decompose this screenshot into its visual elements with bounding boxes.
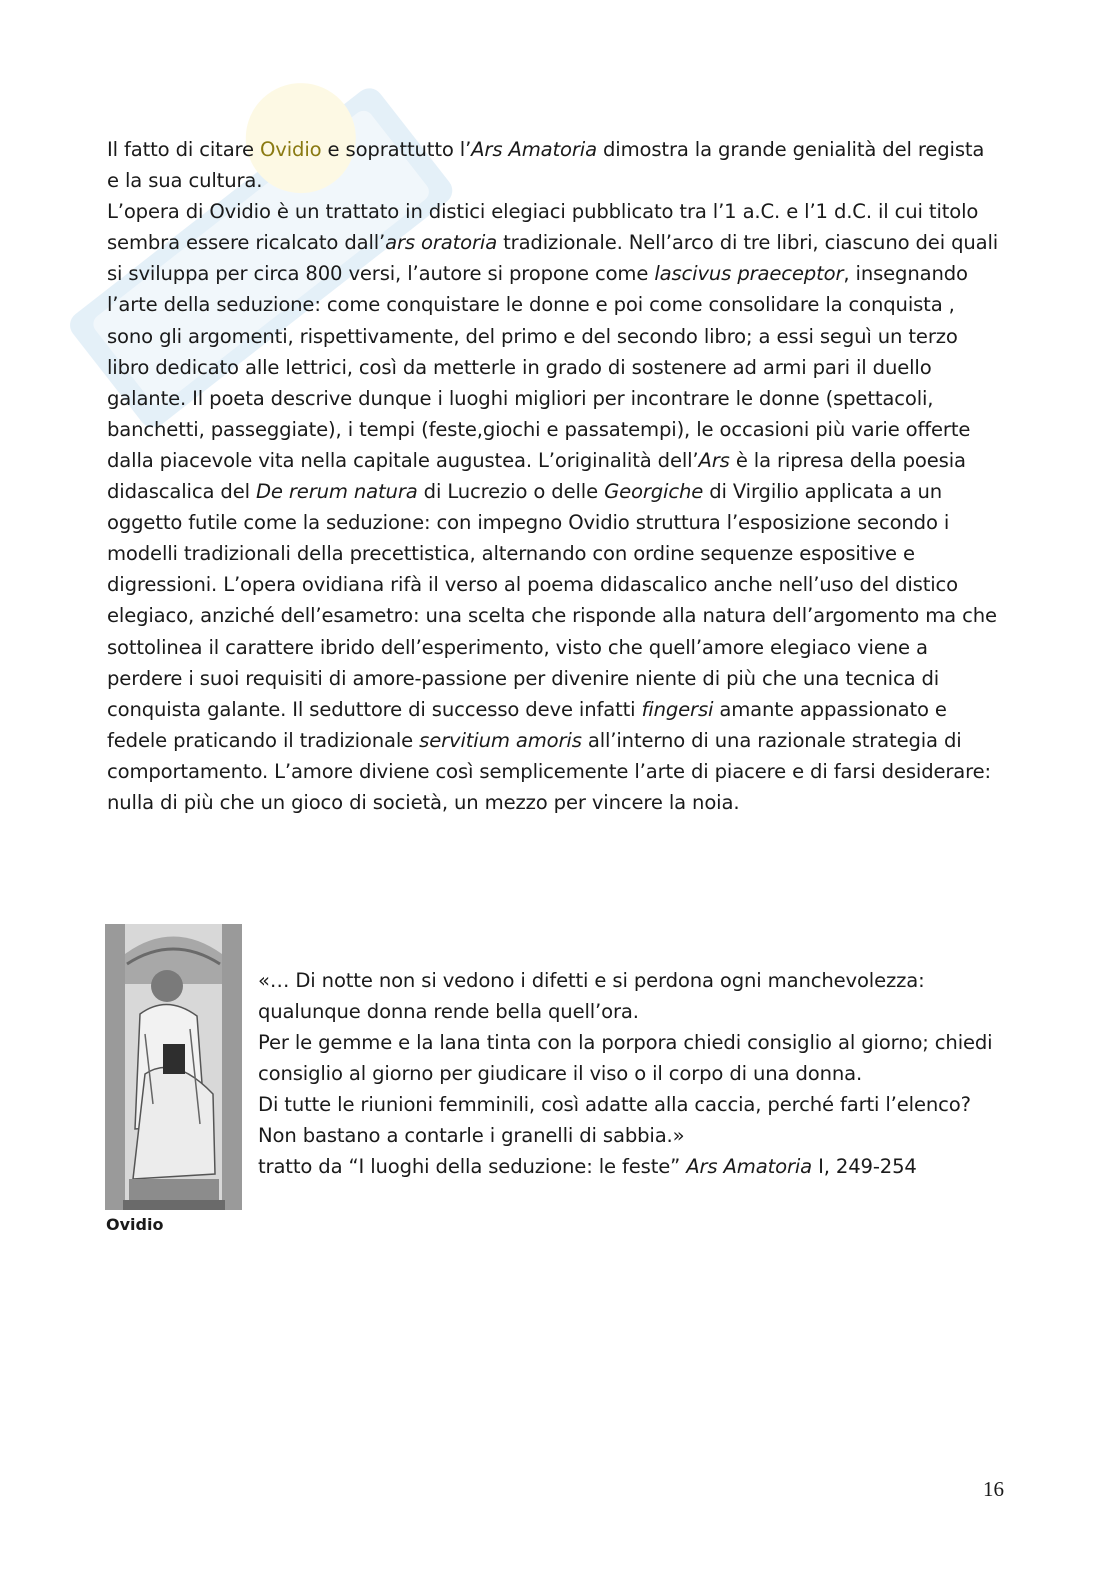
text-segment: e soprattutto l’ [321,138,472,161]
text-segment: L’opera di Ovidio è un trattato in distici elegiaci pubblicato tra l’1 a.C. e l’1 d.C. il cui titolo sembra essere ricalcato dall’ [107,200,979,255]
text-segment: dimostra la grande genialità del regista e la sua cultura. [107,138,985,193]
text-segment: all’interno di una razionale strategia di comportamento. L’amore diviene così semplicemente l’arte di piacere e di farsi desiderare: nulla di più che un gioco di società, un mezzo per vincere la noia. [107,728,991,814]
italic-term: ars oratoria [385,231,498,255]
text-segment: Il fatto di citare [107,138,261,161]
text-segment: di Virgilio applicata a un oggetto futile come la seduzione: con impegno Ovidio struttura l’esposizione secondo i modelli tradizionali della precettistica, alternando con ordine sequenze espositive e digressioni. L’opera ovidiana rifà il verso al poema didascalico anche nell’uso del distico elegiaco, anziché dell’esametro: una scelta che risponde alla natura dell’argomento ma che sottolinea il carattere ibrido dell’esperimento, visto che quell’amore elegiaco viene a perdere i suoi requisiti di amore-passione per divenire niente di più che una tecnica di conquista galante. Il seduttore di successo deve infatti [107,480,997,721]
figure-caption: Ovidio [106,1215,164,1234]
body-text [107,134,1002,818]
quote-line: «… Di notte non si vedono i difetti e si perdona ogni manchevolezza: qualunque donna rende bella quell’ora. [258,969,925,1023]
quote-block [258,965,1003,1182]
ovid-statue-drawing [105,924,242,1210]
text-segment: tradizionale. Nell’arco di tre libri, ciascuno dei quali si sviluppa per circa 800 versi, l’autore si propone come [107,231,999,286]
text-segment: , insegnando l’arte della seduzione: come conquistare le donne e poi come consolidare la conquista , sono gli argomenti, rispettivamente, del primo e del secondo libro; a essi seguì un terzo libro dedicato alle lettrici, così da metterle in grado di sostenere ad armi pari il duello galante. Il poeta descrive dunque i luoghi migliori per incontrare le donne (spettacoli, banchetti, passeggiate), i tempi (feste,giochi e passatempi), le occasioni più varie offerte dalla piacevole vita nella capitale augustea. L’originalità dell’ [107,262,971,472]
italic-term: servitium amoris [419,728,582,752]
quote-source [258,1151,1003,1182]
quote-line: Di tutte le riunioni femminili, così adatte alla caccia, perché farti l’elenco? [258,1093,971,1116]
text-segment: è la ripresa della poesia didascalica del [107,448,966,504]
italic-term: fingersi [641,697,714,721]
quote-source-prefix: tratto da “I luoghi della seduzione: le feste” [258,1155,687,1178]
quote-line: Per le gemme e la lana tinta con la porpora chiedi consiglio al giorno; chiedi consiglio al giorno per giudicare il viso o il corpo di una donna. [258,1031,993,1085]
body-paragraph [107,134,1002,196]
italic-term: Georgiche [604,480,704,504]
italic-term: Ars Amatoria [471,138,597,161]
ovid-statue-image [105,924,242,1210]
ovidio-link[interactable]: Ovidio [260,138,322,161]
quote-source-suffix: I, 249-254 [812,1155,917,1178]
body-paragraph [107,196,1002,818]
text-segment: amante appassionato e fedele praticando il tradizionale [107,697,947,752]
italic-term: Ars [698,448,730,472]
italic-term: lascivus praeceptor [654,262,844,286]
text-segment: di Lucrezio o delle [417,480,605,504]
quote-line: Non bastano a contarle i granelli di sabbia.» [258,1124,685,1147]
quote-source-work: Ars Amatoria [686,1155,813,1178]
italic-term: De rerum natura [255,480,418,504]
page-number: 16 [983,1477,1004,1501]
